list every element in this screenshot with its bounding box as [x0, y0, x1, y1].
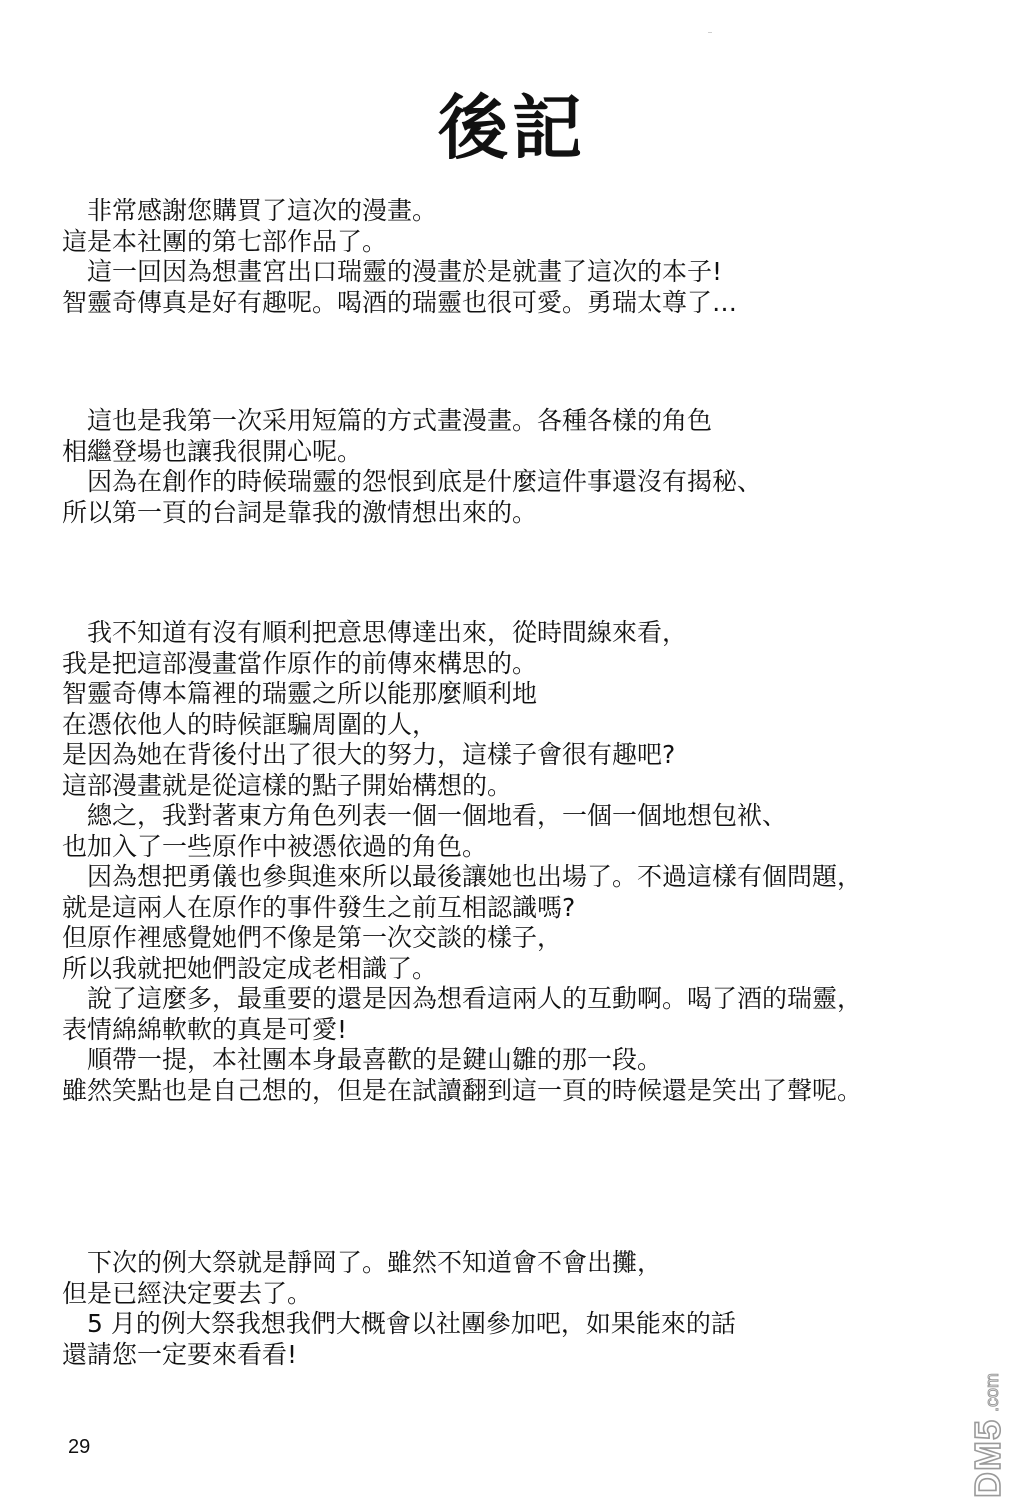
- svg-text:.com: .com: [982, 1372, 1002, 1412]
- text-line: 下次的例大祭就是靜岡了。雖然不知道會不會出攤，: [62, 1248, 663, 1277]
- text-line: 相繼登場也讓我很開心呢。: [62, 436, 363, 466]
- page-number: 29: [68, 1436, 91, 1458]
- scan-speck: [708, 32, 712, 33]
- text-line: 就是這兩人在原作的事件發生之前互相認識嗎?: [62, 892, 576, 922]
- text-line: 說了這麼多，最重要的還是因為想看這兩人的互動啊。喝了酒的瑞靈，: [62, 984, 863, 1013]
- paragraph-1: [62, 196, 1002, 318]
- text-line: 但是已經決定要去了。: [62, 1278, 313, 1308]
- text-line: 在憑依他人的時候誆騙周圍的人，: [62, 709, 438, 739]
- text-line: 因為在創作的時候瑞靈的怨恨到底是什麼這件事還沒有揭秘、: [62, 467, 763, 496]
- text-line: 所以第一頁的台詞是靠我的激情想出來的。: [62, 497, 538, 527]
- text-line: 因為想把勇儀也參與進來所以最後讓她也出場了。不過這樣有個問題，: [62, 862, 863, 891]
- text-line: 所以我就把她們設定成老相識了。: [62, 953, 438, 983]
- text-line: 總之，我對著東方角色列表一個一個地看，一個一個地想包袱、: [62, 801, 788, 830]
- text-line: 智靈奇傳真是好有趣呢。喝酒的瑞靈也很可愛。勇瑞太尊了…: [62, 287, 738, 317]
- text-line: 還請您一定要來看看!: [62, 1339, 298, 1369]
- paragraph-4: [62, 1248, 1002, 1370]
- watermark-icon: [962, 1330, 1010, 1500]
- text-line: 雖然笑點也是自己想的，但是在試讀翻到這一頁的時候還是笑出了聲呢。: [62, 1075, 863, 1105]
- text-line: 我是把這部漫畫當作原作的前傳來構思的。: [62, 648, 538, 678]
- svg-text:DM5: DM5: [967, 1418, 1008, 1498]
- paragraph-3: [62, 618, 1002, 1106]
- page-title: 後記: [438, 87, 586, 169]
- text-line: 但原作裡感覺她們不像是第一次交談的樣子，: [62, 923, 563, 952]
- text-line: 5 月的例大祭我想我們大概會以社團參加吧，如果能來的話: [62, 1309, 736, 1338]
- text-line: 是因為她在背後付出了很大的努力，這樣子會很有趣吧?: [62, 740, 676, 769]
- text-line: 我不知道有沒有順利把意思傳達出來，從時間線來看，: [62, 618, 688, 647]
- dm5-watermark-logo: [962, 1330, 1010, 1500]
- text-line: 順帶一提，本社團本身最喜歡的是鍵山雛的那一段。: [62, 1045, 663, 1074]
- paragraph-2: [62, 406, 1002, 528]
- text-line: 這是本社團的第七部作品了。: [62, 226, 388, 256]
- text-line: 非常感謝您購買了這次的漫畫。: [62, 196, 438, 225]
- text-line: 表情綿綿軟軟的真是可愛!: [62, 1014, 348, 1044]
- text-line: 這也是我第一次采用短篇的方式畫漫畫。各種各樣的角色: [62, 406, 713, 435]
- text-line: 也加入了一些原作中被憑依過的角色。: [62, 831, 488, 861]
- text-line: 智靈奇傳本篇裡的瑞靈之所以能那麼順利地: [62, 679, 538, 708]
- text-line: 這一回因為想畫宮出口瑞靈的漫畫於是就畫了這次的本子!: [62, 257, 723, 286]
- text-line: 這部漫畫就是從這樣的點子開始構想的。: [62, 770, 513, 800]
